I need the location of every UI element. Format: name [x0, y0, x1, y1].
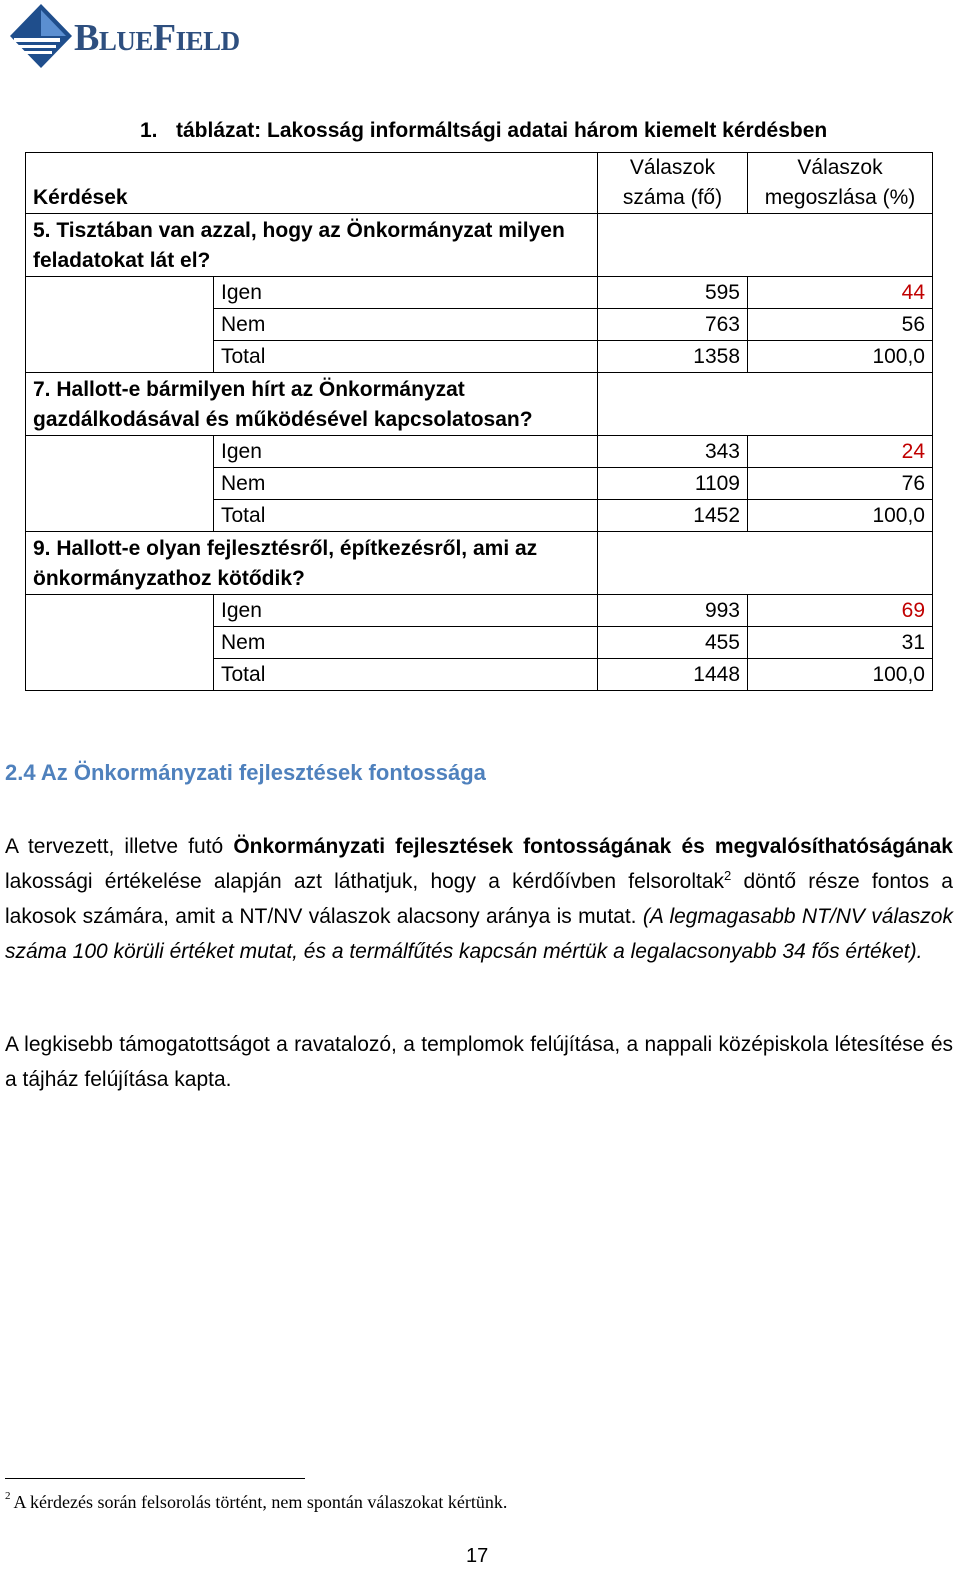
- answer-percent: 44: [748, 277, 933, 309]
- answer-label: Igen: [214, 277, 598, 309]
- survey-table: [25, 152, 933, 691]
- answer-label: Total: [214, 500, 598, 532]
- bluefield-logo-icon: [10, 4, 72, 68]
- answer-count: 1452: [598, 500, 748, 532]
- indent-cell: [26, 595, 214, 691]
- question-text: 9. Hallott-e olyan fejlesztésről, építkezésről, ami az önkormányzathoz kötődik?: [26, 532, 598, 595]
- answer-percent: 100,0: [748, 500, 933, 532]
- answer-label: Nem: [214, 468, 598, 500]
- answer-label: Igen: [214, 595, 598, 627]
- answer-count: 993: [598, 595, 748, 627]
- answer-row: [26, 277, 933, 309]
- answer-percent: 24: [748, 436, 933, 468]
- footnote-text: A kérdezés során felsorolás történt, nem spontán válaszokat kértünk.: [13, 1492, 508, 1512]
- question-empty-cell: [598, 532, 933, 595]
- answer-percent: 100,0: [748, 341, 933, 373]
- footnote-divider: [5, 1478, 305, 1479]
- table-header-row: [26, 153, 933, 214]
- answer-label: Total: [214, 659, 598, 691]
- footnote-marker: 2: [5, 1490, 11, 1502]
- answer-count: 595: [598, 277, 748, 309]
- paragraph-importance: A tervezett, illetve futó Önkormányzati fejlesztések fontosságának és megvalósíthatóságának lakossági értékelése alapján azt láthatjuk, hogy a kérdőívben felsoroltak$^2$ döntő része fontos a lakosok számára, amit a NT/NV válaszok alacsony aránya is mutat. (A legmagasabb NT/NV válaszok száma 100 körüli értéket mutat, és a termálfűtés kapcsán mértük a legalacsonyabb 34 fős értéket).: [5, 835, 953, 963]
- bluefield-logo: [10, 4, 240, 68]
- answer-row: [26, 595, 933, 627]
- answer-label: Igen: [214, 436, 598, 468]
- page-number: 17: [466, 1545, 489, 1567]
- answer-label: Total: [214, 341, 598, 373]
- indent-cell: [26, 277, 214, 373]
- answer-count: 1448: [598, 659, 748, 691]
- header-share: Válaszok megoszlása (%): [748, 153, 933, 214]
- caption-number: 1.: [140, 119, 158, 142]
- question-text: 5. Tisztában van azzal, hogy az Önkormányzat milyen feladatokat lát el?: [26, 214, 598, 277]
- answer-row: [26, 436, 933, 468]
- caption-text: táblázat: Lakosság informáltsági adatai három kiemelt kérdésben: [176, 119, 828, 142]
- answer-percent: 31: [748, 627, 933, 659]
- answer-count: 343: [598, 436, 748, 468]
- answer-percent: 100,0: [748, 659, 933, 691]
- answer-count: 1109: [598, 468, 748, 500]
- section-heading: 2.4 Az Önkormányzati fejlesztések fontossága: [5, 760, 486, 785]
- answer-percent: 56: [748, 309, 933, 341]
- answer-count: 1358: [598, 341, 748, 373]
- table-caption: [140, 119, 827, 143]
- logo-wordmark: BlueField: [74, 17, 240, 59]
- question-row: [26, 532, 933, 595]
- answer-percent: 69: [748, 595, 933, 627]
- header-count: Válaszok száma (fő): [598, 153, 748, 214]
- header-questions: Kérdések: [26, 153, 598, 214]
- answer-count: 763: [598, 309, 748, 341]
- answer-count: 455: [598, 627, 748, 659]
- question-text: 7. Hallott-e bármilyen hírt az Önkormányzat gazdálkodásával és működésével kapcsolatosan?: [26, 373, 598, 436]
- answer-label: Nem: [214, 627, 598, 659]
- indent-cell: [26, 436, 214, 532]
- answer-label: Nem: [214, 309, 598, 341]
- footnote-ref[interactable]: 2: [724, 868, 732, 883]
- paragraph-least-supported: A legkisebb támogatottságot a ravatalozó, a templomok felújítása, a nappali középiskola létesítése és a tájház felújítása kapta.: [5, 1033, 953, 1091]
- footnote: [5, 1492, 507, 1513]
- question-row: [26, 373, 933, 436]
- question-empty-cell: [598, 373, 933, 436]
- question-row: [26, 214, 933, 277]
- question-empty-cell: [598, 214, 933, 277]
- answer-percent: 76: [748, 468, 933, 500]
